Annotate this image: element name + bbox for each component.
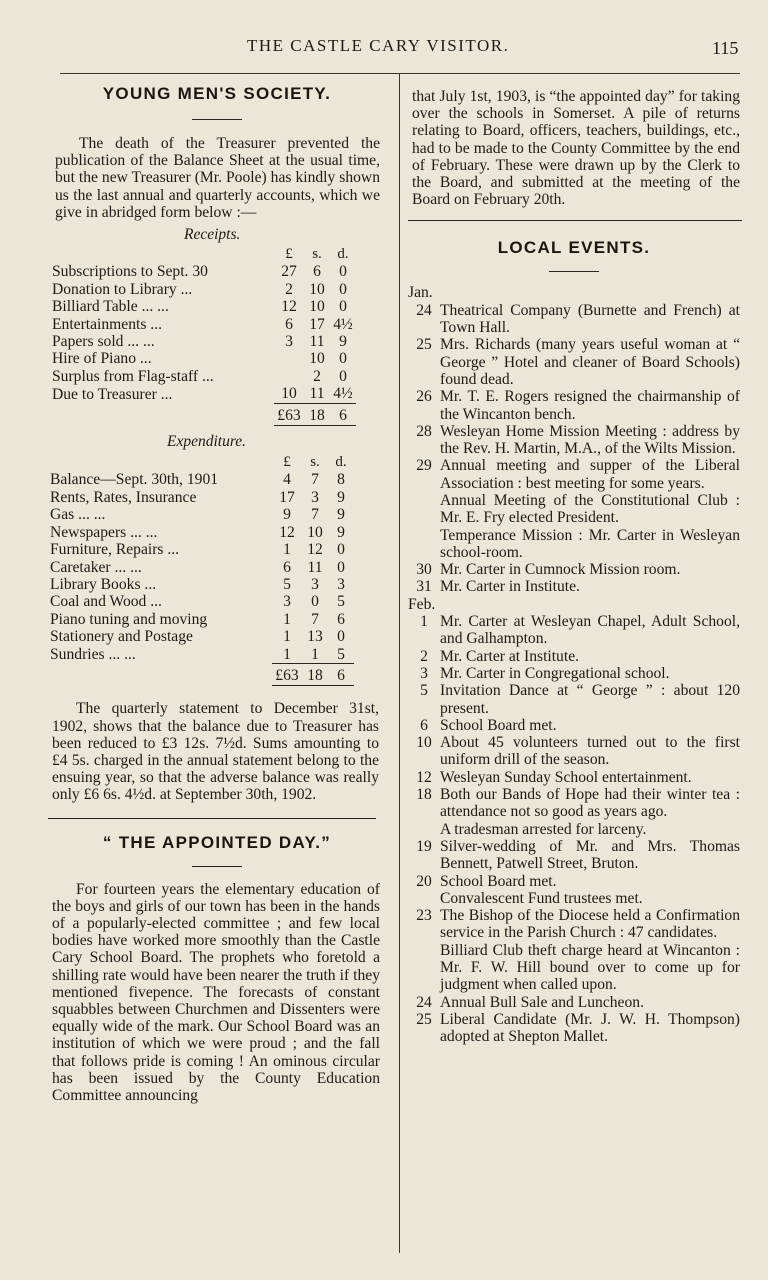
account-row [52,333,356,350]
event-text: Silver-wedding of Mr. and Mrs. Thomas Bennett, Patwell Street, Bruton. [440,837,740,873]
shillings-value: 12 [307,541,323,559]
shillings-value: 10 [309,280,325,298]
young-mens-society-heading: YOUNG MEN'S SOCIETY. [102,84,332,103]
pence-value: 8 [337,471,345,489]
event-day: 29 [416,457,432,475]
pounds-value: 12 [279,523,295,541]
event-day: 31 [416,578,432,596]
event-text: Mr. Carter in Congregational school. [440,664,670,682]
total-spacer [52,403,274,425]
account-item: Donation to Library ... [52,280,193,298]
pounds-value: 3 [285,333,293,351]
event-text: Mr. Carter at Institute. [440,647,580,665]
column-header-row [50,454,354,471]
right-column [408,88,740,1045]
event-day: 1 [420,613,428,631]
shillings-value: 0 [311,593,319,611]
event-text: School Board met. [440,872,557,890]
event-day [408,527,440,562]
account-row [50,646,354,664]
event-day: 24 [416,301,432,319]
account-row [52,316,356,333]
event-text: Temperance Mission : Mr. Carter in Wesleyan school-room. [440,526,740,561]
shillings-value: 7 [311,610,319,628]
column-divider [399,73,400,1253]
event-entry [408,336,740,388]
event-text: Billiard Club theft charge heard at Wincanton : Mr. F. W. Hill bound over to come up for judgment when called upon. [440,941,740,994]
account-item: Caretaker ... ... [50,558,142,576]
account-row [50,611,354,628]
account-item: Library Books ... [50,575,157,593]
pence-value: 5 [337,593,345,611]
pence-value: 0 [339,350,347,368]
pence-value: 9 [337,488,345,506]
event-text: Both our Bands of Hope had their winter tea : attendance not so good as years ago. [440,786,740,821]
event-day: 24 [416,993,432,1011]
total-l: £63 [274,403,304,425]
pounds-value: 1 [283,610,291,628]
account-row [52,281,356,298]
total-row [52,403,356,425]
expenditure-label: Expenditure. [167,433,247,451]
event-entry [408,907,740,942]
event-text: Wesleyan Home Mission Meeting : address by the Rev. H. Martin, M.A., of the Wilts Mission. [440,422,740,458]
heading-rule [192,119,242,120]
event-day: 28 [416,422,432,440]
expenditure-table [50,454,354,686]
account-row [50,506,354,523]
pounds-value: 17 [279,488,295,506]
column-header: £ [283,454,291,471]
appointed-day-body: For fourteen years the elementary education of the boys and girls of our town has been in the hands of a popularly-elected committee ; and few local bodies have worked more smoothly than the Castle Cary School Board. The prophets who foretold a shilling rate would have been nearer the truth if they mentioned fivepence. The forecasts of constant squabbles between Churchmen and Dissenters were equally wide of the mark. Our School Board was an institution of which we were proud ; and the fall that follows pride is coming ! An ominous circular has been issued by the County Education Committee announcing [52,880,380,1105]
event-entry [408,734,740,769]
event-day: 30 [416,561,432,579]
society-intro: The death of the Treasurer prevented the publication of the Balance Sheet at the usual time, but the new Treasurer (Mr. Poole) has kindly shown us the last annual and quarterly accounts, which we give in abridged form below :— [55,135,380,221]
event-day: 25 [416,1010,432,1028]
pounds-value: 10 [281,385,297,403]
total-l: £63 [272,663,302,685]
shillings-value: 11 [309,333,325,351]
shillings-value: 7 [311,506,319,524]
pence-value: 4½ [333,315,353,333]
event-entry [408,994,740,1011]
pounds-value: 2 [285,280,293,298]
event-day [408,492,440,527]
event-entry [408,648,740,665]
shillings-value: 10 [307,523,323,541]
account-row [52,298,356,315]
event-text: About 45 volunteers turned out to the first uniform drill of the season. [440,734,740,769]
total-s: 18 [304,403,330,425]
event-entry [408,527,740,562]
event-entry [408,821,740,838]
event-entry [408,423,740,458]
section-divider [408,220,742,221]
account-item: Rents, Rates, Insurance [50,488,197,506]
total-s: 18 [302,663,328,685]
account-item: Gas ... ... [50,506,106,524]
left-column [52,80,382,1104]
account-row [52,263,356,280]
event-entry [408,302,740,337]
pence-value: 9 [337,506,345,524]
event-entry [408,665,740,682]
quarterly-statement: The quarterly statement to December 31st, 1902, shows that the balance due to Treasurer has been reduced to £3 12s. 7½d. Sums amounting to £4 5s. charged in the annual statement belong to the ensuing year, so that the adverse balance was really only £6 6s. 4½d. at September 30th, 1902. [52,700,379,804]
shillings-value: 13 [307,628,323,646]
event-day: 2 [420,647,428,665]
account-row [52,368,356,385]
account-item: Surplus from Flag-staff ... [52,367,214,385]
account-row [50,576,354,593]
shillings-value: 6 [313,263,321,281]
account-row [50,628,354,645]
pounds-value: 27 [281,263,297,281]
pounds-value: 5 [283,575,291,593]
account-item: Newspapers ... ... [50,523,158,541]
event-text: Annual Bull Sale and Luncheon. [440,993,644,1011]
account-row [52,385,356,403]
event-text: Mrs. Richards (many years useful woman at “ George ” Hotel and cleaner of Board Schools) found dead. [440,336,740,388]
event-text: Theatrical Company (Burnette and French) at Town Hall. [440,301,740,337]
event-day: 25 [416,336,432,354]
account-item: Piano tuning and moving [50,610,208,628]
event-day [408,942,440,994]
event-entry [408,769,740,786]
pence-value: 3 [337,575,345,593]
pence-value: 0 [337,558,345,576]
shillings-value: 11 [309,385,325,403]
pounds-value: 9 [283,506,291,524]
pence-value: 6 [337,610,345,628]
pence-value: 9 [339,333,347,351]
event-entry [408,561,740,578]
pounds-value: 1 [283,541,291,559]
column-header: £ [285,246,293,263]
pounds-value: 12 [281,298,297,316]
total-spacer [50,663,272,685]
receipts-label: Receipts. [184,226,241,244]
account-item: Entertainments ... [52,315,162,333]
heading-rule [192,866,242,867]
column-header: s. [310,454,320,471]
running-header [0,36,768,60]
column-header: s. [312,246,322,263]
account-row [50,559,354,576]
account-item: Papers sold ... ... [52,333,155,351]
pence-value: 0 [339,280,347,298]
event-entry [408,717,740,734]
event-entry [408,388,740,423]
event-day: 3 [420,664,428,682]
event-entry [408,1011,740,1046]
column-header: d. [337,246,349,263]
pounds-value: 6 [283,558,291,576]
event-entry [408,873,740,890]
pounds-value [274,350,304,367]
event-day: 26 [416,388,432,406]
pence-value: 0 [339,367,347,385]
account-item: Billiard Table ... ... [52,298,169,316]
pounds-value: 1 [283,628,291,646]
account-row [50,524,354,541]
page-number: 115 [712,38,739,58]
total-row [50,663,354,685]
pounds-value: 1 [283,645,291,663]
account-row [50,489,354,506]
event-day: 6 [420,716,428,734]
event-text: Convalescent Fund trustees met. [440,889,643,907]
shillings-value: 10 [309,350,325,368]
account-row [52,350,356,367]
shillings-value: 3 [311,488,319,506]
header-rule [60,73,740,74]
pence-value: 0 [339,263,347,281]
pence-value: 4½ [333,385,353,403]
pence-value: 9 [337,523,345,541]
account-row [50,471,354,488]
local-events-heading: LOCAL EVENTS. [497,238,651,258]
header-spacer [52,246,274,263]
account-item: Sundries ... ... [50,645,136,663]
shillings-value: 2 [313,367,321,385]
event-entry [408,786,740,821]
event-day: 20 [416,872,432,890]
event-entry [408,457,740,492]
event-day: 5 [420,682,428,700]
event-day: 19 [416,837,432,855]
shillings-value: 11 [307,558,323,576]
event-text: Mr. T. E. Rogers resigned the chairmanship of the Wincanton bench. [440,388,740,423]
local-events-list [408,284,740,1045]
column-header-row [52,246,356,263]
event-text: Mr. Carter at Wesleyan Chapel, Adult School, and Galhampton. [440,613,740,648]
event-text: Invitation Dance at “ George ” : about 120 present. [440,682,740,717]
event-text: Wesleyan Sunday School entertainment. [440,768,692,786]
event-entry [408,682,740,717]
event-entry [408,942,740,994]
account-item: Stationery and Postage [50,628,193,646]
event-text: Annual meeting and supper of the Liberal Association : best meeting for some years. [440,457,740,492]
pounds-value [274,368,304,385]
event-entry [408,578,740,595]
receipts-table [52,246,356,426]
shillings-value: 10 [309,298,325,316]
account-item: Balance—Sept. 30th, 1901 [50,471,219,489]
event-day: 10 [416,734,432,752]
total-d: 6 [330,403,356,425]
event-text: The Bishop of the Diocese held a Confirmation service in the Parish Church : 47 candidates. [440,907,740,942]
event-text: A tradesman arrested for larceny. [440,820,647,838]
pounds-value: 6 [285,315,293,333]
pence-value: 5 [337,645,345,663]
event-text: School Board met. [440,716,557,734]
total-d: 6 [328,663,354,685]
appointed-day-heading: “ THE APPOINTED DAY.” [102,832,332,852]
column-header: d. [335,454,347,471]
account-item: Furniture, Repairs ... [50,541,180,559]
section-divider [48,818,376,819]
event-day: 18 [416,786,432,804]
shillings-value: 1 [311,645,319,663]
pence-value: 0 [337,628,345,646]
shillings-value: 3 [311,575,319,593]
event-text: Mr. Carter in Cumnock Mission room. [440,561,681,579]
account-row [50,593,354,610]
header-spacer [50,454,272,471]
event-text: Annual Meeting of the Constitutional Club : Mr. E. Fry elected President. [440,491,740,527]
publication-title: THE CASTLE CARY VISITOR. [247,36,510,55]
event-entry [408,890,740,907]
event-entry [408,492,740,527]
event-day [408,821,440,838]
shillings-value: 7 [311,471,319,489]
pounds-value: 4 [283,471,291,489]
pence-value: 0 [337,541,345,559]
event-day: 23 [416,907,432,925]
appointed-day-continuation: that July 1st, 1903, is “the appointed day” for taking over the schools in Somerset. A pile of returns relating to Board, officers, teachers, buildings, etc., had to be made to the County Committee by the end of February. These were drawn up by the Clerk to the Board, and submitted at the meeting of the Board on February 20th. [412,88,740,209]
shillings-value: 17 [309,315,325,333]
event-text: Mr. Carter in Institute. [440,578,580,596]
account-row [50,541,354,558]
event-day: 12 [416,768,432,786]
event-day [408,890,440,907]
heading-rule [549,271,599,272]
account-item: Coal and Wood ... [50,593,162,611]
month-label: Jan. [408,284,433,302]
account-item: Subscriptions to Sept. 30 [52,263,208,281]
account-item: Hire of Piano ... [52,350,152,368]
event-entry [408,838,740,873]
event-text: Liberal Candidate (Mr. J. W. H. Thompson) adopted at Shepton Mallet. [440,1010,740,1046]
month-label: Feb. [408,595,436,613]
pounds-value: 3 [283,593,291,611]
pence-value: 0 [339,298,347,316]
account-item: Due to Treasurer ... [52,385,173,403]
event-entry [408,613,740,648]
